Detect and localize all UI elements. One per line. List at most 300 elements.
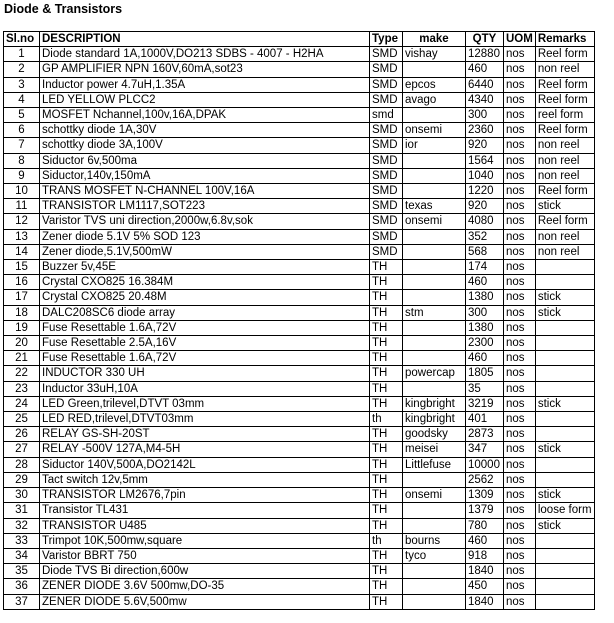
cell-type: TH — [370, 488, 403, 503]
table-row — [4, 533, 595, 548]
cell-remarks — [535, 320, 594, 335]
cell-description: Diode standard 1A,1000V,DO213 SDBS - 4007 - H2HA — [40, 47, 370, 62]
cell-remarks: non reel — [535, 138, 594, 153]
cell-description: Diode TVS Bi direction,600w — [40, 564, 370, 579]
cell-type: SMD — [370, 92, 403, 107]
cell-description: TRANS MOSFET N-CHANNEL 100V,16A — [40, 184, 370, 199]
cell-type: TH — [370, 260, 403, 275]
table-row — [4, 351, 595, 366]
table-row — [4, 336, 595, 351]
cell-make — [403, 320, 466, 335]
table-header-row — [4, 32, 595, 47]
cell-uom: nos — [504, 47, 536, 62]
cell-type: TH — [370, 305, 403, 320]
cell-slno: 22 — [4, 366, 40, 381]
cell-uom: nos — [504, 123, 536, 138]
cell-qty: 920 — [466, 138, 504, 153]
table-row — [4, 366, 595, 381]
cell-remarks — [535, 457, 594, 472]
cell-type: TH — [370, 366, 403, 381]
header-description: DESCRIPTION — [40, 32, 370, 47]
cell-make: Littlefuse — [403, 457, 466, 472]
table-row — [4, 108, 595, 123]
table-row — [4, 457, 595, 472]
cell-uom: nos — [504, 138, 536, 153]
cell-slno: 34 — [4, 548, 40, 563]
cell-remarks — [535, 533, 594, 548]
cell-type: SMD — [370, 123, 403, 138]
cell-uom: nos — [504, 62, 536, 77]
cell-make — [403, 594, 466, 609]
cell-slno: 36 — [4, 579, 40, 594]
cell-qty: 920 — [466, 199, 504, 214]
cell-qty: 347 — [466, 442, 504, 457]
cell-description: LED YELLOW PLCC2 — [40, 92, 370, 107]
cell-slno: 20 — [4, 336, 40, 351]
cell-uom: nos — [504, 153, 536, 168]
cell-make — [403, 336, 466, 351]
cell-type: TH — [370, 290, 403, 305]
cell-make: bourns — [403, 533, 466, 548]
cell-description: Trimpot 10K,500mw,square — [40, 533, 370, 548]
cell-remarks — [535, 381, 594, 396]
cell-remarks: non reel — [535, 168, 594, 183]
cell-make — [403, 503, 466, 518]
cell-description: Inductor 33uH,10A — [40, 381, 370, 396]
cell-qty: 10000 — [466, 457, 504, 472]
cell-remarks: reel form — [535, 108, 594, 123]
cell-description: DALC208SC6 diode array — [40, 305, 370, 320]
cell-uom: nos — [504, 579, 536, 594]
cell-description: Zener diode,5.1V,500mW — [40, 244, 370, 259]
table-body — [4, 47, 595, 610]
cell-qty: 2562 — [466, 472, 504, 487]
cell-type: SMD — [370, 47, 403, 62]
cell-description: Siductor,140v,150mA — [40, 168, 370, 183]
cell-remarks: Reel form — [535, 214, 594, 229]
table-row — [4, 77, 595, 92]
cell-qty: 4080 — [466, 214, 504, 229]
cell-remarks — [535, 427, 594, 442]
cell-type: TH — [370, 351, 403, 366]
cell-remarks — [535, 366, 594, 381]
cell-slno: 2 — [4, 62, 40, 77]
cell-type: TH — [370, 472, 403, 487]
cell-remarks: Reel form — [535, 123, 594, 138]
cell-description: INDUCTOR 330 UH — [40, 366, 370, 381]
cell-remarks — [535, 260, 594, 275]
cell-slno: 25 — [4, 412, 40, 427]
cell-qty: 1564 — [466, 153, 504, 168]
cell-remarks — [535, 579, 594, 594]
cell-slno: 21 — [4, 351, 40, 366]
cell-type: SMD — [370, 168, 403, 183]
cell-uom: nos — [504, 260, 536, 275]
cell-qty: 460 — [466, 275, 504, 290]
cell-type: th — [370, 533, 403, 548]
cell-remarks — [535, 564, 594, 579]
cell-remarks: stick — [535, 305, 594, 320]
cell-slno: 13 — [4, 229, 40, 244]
cell-description: Tact switch 12v,5mm — [40, 472, 370, 487]
cell-qty: 1040 — [466, 168, 504, 183]
cell-qty: 1840 — [466, 564, 504, 579]
cell-make: onsemi — [403, 488, 466, 503]
cell-make: stm — [403, 305, 466, 320]
cell-remarks — [535, 548, 594, 563]
table-row — [4, 442, 595, 457]
cell-description: Inductor power 4.7uH,1.35A — [40, 77, 370, 92]
cell-qty: 1840 — [466, 594, 504, 609]
cell-make — [403, 260, 466, 275]
cell-uom: nos — [504, 503, 536, 518]
cell-qty: 1220 — [466, 184, 504, 199]
cell-type: TH — [370, 320, 403, 335]
cell-slno: 32 — [4, 518, 40, 533]
cell-remarks: Reel form — [535, 92, 594, 107]
cell-uom: nos — [504, 184, 536, 199]
cell-make — [403, 108, 466, 123]
cell-type: TH — [370, 427, 403, 442]
cell-type: SMD — [370, 153, 403, 168]
table-row — [4, 62, 595, 77]
cell-type: SMD — [370, 244, 403, 259]
cell-uom: nos — [504, 305, 536, 320]
table-row — [4, 579, 595, 594]
cell-type: TH — [370, 518, 403, 533]
cell-uom: nos — [504, 92, 536, 107]
cell-description: TRANSISTOR LM1117,SOT223 — [40, 199, 370, 214]
header-type: Type — [370, 32, 403, 47]
cell-description: Crystal CXO825 20.48M — [40, 290, 370, 305]
cell-make — [403, 244, 466, 259]
cell-remarks: non reel — [535, 229, 594, 244]
cell-slno: 29 — [4, 472, 40, 487]
cell-qty: 6440 — [466, 77, 504, 92]
cell-qty: 780 — [466, 518, 504, 533]
cell-slno: 10 — [4, 184, 40, 199]
cell-make: kingbright — [403, 396, 466, 411]
cell-qty: 450 — [466, 579, 504, 594]
cell-type: smd — [370, 108, 403, 123]
cell-uom: nos — [504, 427, 536, 442]
header-qty: QTY — [466, 32, 504, 47]
cell-make: epcos — [403, 77, 466, 92]
cell-qty: 12880 — [466, 47, 504, 62]
cell-qty: 3219 — [466, 396, 504, 411]
cell-qty: 2300 — [466, 336, 504, 351]
table-row — [4, 320, 595, 335]
cell-qty: 300 — [466, 305, 504, 320]
cell-description: MOSFET Nchannel,100v,16A,DPAK — [40, 108, 370, 123]
table-row — [4, 564, 595, 579]
cell-slno: 23 — [4, 381, 40, 396]
cell-uom: nos — [504, 214, 536, 229]
cell-make — [403, 62, 466, 77]
cell-type: th — [370, 412, 403, 427]
cell-description: Siductor 140V,500A,DO2142L — [40, 457, 370, 472]
cell-make: meisei — [403, 442, 466, 457]
cell-make — [403, 229, 466, 244]
cell-slno: 31 — [4, 503, 40, 518]
cell-description: LED Green,trilevel,DTVT 03mm — [40, 396, 370, 411]
cell-slno: 18 — [4, 305, 40, 320]
cell-slno: 9 — [4, 168, 40, 183]
table-row — [4, 123, 595, 138]
table-row — [4, 518, 595, 533]
cell-uom: nos — [504, 336, 536, 351]
cell-remarks: loose form — [535, 503, 594, 518]
cell-make: vishay — [403, 47, 466, 62]
cell-slno: 26 — [4, 427, 40, 442]
cell-description: Buzzer 5v,45E — [40, 260, 370, 275]
cell-uom: nos — [504, 351, 536, 366]
header-remarks: Remarks — [535, 32, 594, 47]
cell-slno: 19 — [4, 320, 40, 335]
cell-qty: 1380 — [466, 290, 504, 305]
parts-table — [3, 31, 595, 610]
table-row — [4, 138, 595, 153]
cell-remarks: Reel form — [535, 184, 594, 199]
table-row — [4, 503, 595, 518]
table-row — [4, 305, 595, 320]
cell-qty: 2873 — [466, 427, 504, 442]
cell-uom: nos — [504, 564, 536, 579]
cell-make — [403, 564, 466, 579]
cell-slno: 27 — [4, 442, 40, 457]
cell-type: TH — [370, 579, 403, 594]
cell-uom: nos — [504, 168, 536, 183]
cell-description: schottky diode 1A,30V — [40, 123, 370, 138]
table-row — [4, 381, 595, 396]
cell-uom: nos — [504, 457, 536, 472]
cell-make — [403, 184, 466, 199]
cell-make: tyco — [403, 548, 466, 563]
cell-type: TH — [370, 564, 403, 579]
cell-make: kingbright — [403, 412, 466, 427]
cell-make — [403, 518, 466, 533]
table-row — [4, 275, 595, 290]
cell-uom: nos — [504, 488, 536, 503]
cell-slno: 30 — [4, 488, 40, 503]
table-row — [4, 488, 595, 503]
cell-qty: 1309 — [466, 488, 504, 503]
cell-slno: 6 — [4, 123, 40, 138]
cell-qty: 1805 — [466, 366, 504, 381]
header-slno: Sl.no — [4, 32, 40, 47]
table-row — [4, 184, 595, 199]
cell-uom: nos — [504, 229, 536, 244]
table-row — [4, 594, 595, 609]
cell-qty: 401 — [466, 412, 504, 427]
page-title: Diode & Transistors — [4, 2, 123, 16]
cell-uom: nos — [504, 77, 536, 92]
cell-make — [403, 472, 466, 487]
cell-description: Siductor 6v,500ma — [40, 153, 370, 168]
cell-make — [403, 579, 466, 594]
cell-description: Fuse Resettable 1.6A,72V — [40, 320, 370, 335]
cell-description: RELAY -500V 127A,M4-5H — [40, 442, 370, 457]
cell-remarks: non reel — [535, 244, 594, 259]
cell-type: TH — [370, 548, 403, 563]
cell-slno: 5 — [4, 108, 40, 123]
cell-uom: nos — [504, 533, 536, 548]
cell-type: SMD — [370, 62, 403, 77]
cell-slno: 14 — [4, 244, 40, 259]
cell-remarks: stick — [535, 518, 594, 533]
cell-remarks: Reel form — [535, 77, 594, 92]
cell-uom: nos — [504, 199, 536, 214]
cell-description: Fuse Resettable 2.5A,16V — [40, 336, 370, 351]
cell-remarks — [535, 275, 594, 290]
cell-slno: 8 — [4, 153, 40, 168]
cell-slno: 3 — [4, 77, 40, 92]
cell-type: SMD — [370, 229, 403, 244]
cell-qty: 918 — [466, 548, 504, 563]
cell-type: TH — [370, 503, 403, 518]
cell-uom: nos — [504, 275, 536, 290]
cell-uom: nos — [504, 244, 536, 259]
cell-description: Zener diode 5.1V 5% SOD 123 — [40, 229, 370, 244]
cell-remarks: stick — [535, 488, 594, 503]
cell-make: ior — [403, 138, 466, 153]
table-row — [4, 92, 595, 107]
cell-remarks: stick — [535, 442, 594, 457]
table-row — [4, 260, 595, 275]
table-row — [4, 153, 595, 168]
cell-slno: 7 — [4, 138, 40, 153]
cell-remarks — [535, 594, 594, 609]
cell-type: SMD — [370, 214, 403, 229]
cell-remarks: stick — [535, 199, 594, 214]
cell-make: texas — [403, 199, 466, 214]
table-row — [4, 396, 595, 411]
table-row — [4, 168, 595, 183]
cell-uom: nos — [504, 518, 536, 533]
cell-description: Transistor TL431 — [40, 503, 370, 518]
cell-description: Fuse Resettable 1.6A,72V — [40, 351, 370, 366]
cell-description: TRANSISTOR U485 — [40, 518, 370, 533]
cell-slno: 35 — [4, 564, 40, 579]
cell-qty: 568 — [466, 244, 504, 259]
cell-remarks: non reel — [535, 153, 594, 168]
cell-slno: 15 — [4, 260, 40, 275]
cell-qty: 174 — [466, 260, 504, 275]
cell-slno: 1 — [4, 47, 40, 62]
cell-type: TH — [370, 396, 403, 411]
cell-description: GP AMPLIFIER NPN 160V,60mA,sot23 — [40, 62, 370, 77]
cell-remarks: stick — [535, 290, 594, 305]
cell-uom: nos — [504, 594, 536, 609]
cell-description: Varistor BBRT 750 — [40, 548, 370, 563]
cell-type: TH — [370, 381, 403, 396]
table-row — [4, 412, 595, 427]
cell-make: onsemi — [403, 214, 466, 229]
cell-qty: 35 — [466, 381, 504, 396]
cell-type: TH — [370, 457, 403, 472]
cell-type: SMD — [370, 184, 403, 199]
table-row — [4, 548, 595, 563]
table-row — [4, 472, 595, 487]
cell-slno: 37 — [4, 594, 40, 609]
cell-description: TRANSISTOR LM2676,7pin — [40, 488, 370, 503]
cell-description: schottky diode 3A,100V — [40, 138, 370, 153]
cell-remarks — [535, 336, 594, 351]
cell-description: Crystal CXO825 16.384M — [40, 275, 370, 290]
header-uom: UOM — [504, 32, 536, 47]
cell-make — [403, 275, 466, 290]
cell-description: ZENER DIODE 3.6V 500mw,DO-35 — [40, 579, 370, 594]
cell-make — [403, 153, 466, 168]
table-row — [4, 244, 595, 259]
cell-slno: 11 — [4, 199, 40, 214]
cell-slno: 24 — [4, 396, 40, 411]
cell-description: RELAY GS-SH-20ST — [40, 427, 370, 442]
cell-slno: 4 — [4, 92, 40, 107]
cell-description: LED RED,trilevel,DTVT03mm — [40, 412, 370, 427]
cell-make — [403, 351, 466, 366]
table-row — [4, 427, 595, 442]
cell-qty: 4340 — [466, 92, 504, 107]
cell-remarks — [535, 472, 594, 487]
cell-uom: nos — [504, 108, 536, 123]
cell-make: goodsky — [403, 427, 466, 442]
table-row — [4, 229, 595, 244]
cell-qty: 460 — [466, 351, 504, 366]
cell-make: avago — [403, 92, 466, 107]
cell-slno: 33 — [4, 533, 40, 548]
cell-make — [403, 381, 466, 396]
table-row — [4, 47, 595, 62]
table-row — [4, 214, 595, 229]
cell-uom: nos — [504, 548, 536, 563]
cell-type: TH — [370, 594, 403, 609]
cell-make: powercap — [403, 366, 466, 381]
cell-uom: nos — [504, 366, 536, 381]
cell-uom: nos — [504, 412, 536, 427]
cell-remarks — [535, 412, 594, 427]
cell-uom: nos — [504, 396, 536, 411]
cell-qty: 1379 — [466, 503, 504, 518]
cell-remarks: non reel — [535, 62, 594, 77]
cell-remarks: Reel form — [535, 47, 594, 62]
cell-slno: 16 — [4, 275, 40, 290]
cell-type: TH — [370, 442, 403, 457]
cell-qty: 1380 — [466, 320, 504, 335]
header-make: make — [403, 32, 466, 47]
cell-make — [403, 168, 466, 183]
cell-uom: nos — [504, 472, 536, 487]
cell-make — [403, 290, 466, 305]
cell-qty: 352 — [466, 229, 504, 244]
cell-remarks: stick — [535, 396, 594, 411]
cell-description: Varistor TVS uni direction,2000w,6.8v,sok — [40, 214, 370, 229]
cell-uom: nos — [504, 320, 536, 335]
cell-slno: 17 — [4, 290, 40, 305]
table-row — [4, 199, 595, 214]
cell-qty: 300 — [466, 108, 504, 123]
cell-slno: 28 — [4, 457, 40, 472]
cell-uom: nos — [504, 381, 536, 396]
cell-type: TH — [370, 275, 403, 290]
cell-type: SMD — [370, 199, 403, 214]
cell-type: TH — [370, 336, 403, 351]
cell-make: onsemi — [403, 123, 466, 138]
cell-type: SMD — [370, 77, 403, 92]
table-row — [4, 290, 595, 305]
cell-remarks — [535, 351, 594, 366]
cell-description: ZENER DIODE 5.6V,500mw — [40, 594, 370, 609]
